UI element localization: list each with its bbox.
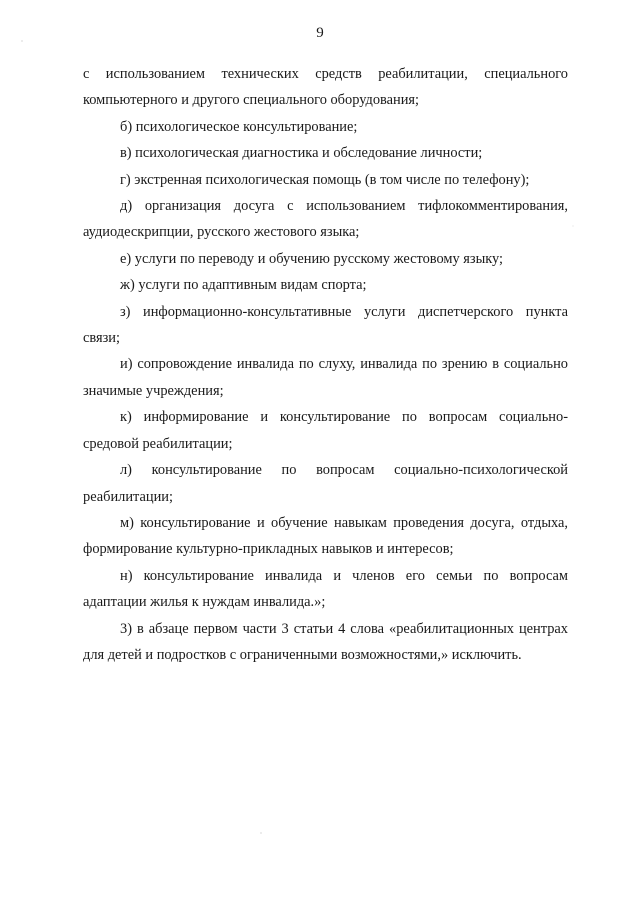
list-item-n: н) консультирование инвалида и членов его семьи по вопросам адаптации жилья к нуждам инвалида.»; bbox=[83, 567, 568, 611]
document-body bbox=[83, 61, 568, 668]
list-item-i: и) сопровождение инвалида по слуху, инвалида по зрению в социально значимые учреждения; bbox=[83, 356, 568, 399]
list-item-z: з) информационно-консультативные услуги диспетчерского пункта связи; bbox=[83, 303, 568, 347]
list-item-g: г) экстренная психологическая помощь (в том числе по телефону); bbox=[120, 171, 530, 188]
list-item-b: б) психологическое консультирование; bbox=[120, 118, 358, 135]
list-item-d: д) организация досуга с использованием тифлокомментирования, аудиодескрипции, русского жестового языка; bbox=[83, 198, 568, 241]
page-number: 9 bbox=[316, 25, 324, 41]
amendment-item-3: 3) в абзаце первом части 3 статьи 4 слова «реабилитационных центрах для детей и подростков с ограниченными возможностями,» исключить. bbox=[83, 620, 568, 663]
list-item-v: в) психологическая диагностика и обследование личности; bbox=[120, 145, 483, 162]
list-item-e: е) услуги по переводу и обучению русскому жестовому языку; bbox=[120, 250, 504, 267]
scan-speck bbox=[573, 226, 574, 227]
paragraph-continuation: с использованием технических средств реабилитации, специального компьютерного и другого специального оборудования; bbox=[83, 66, 568, 109]
scan-speck bbox=[260, 832, 261, 833]
list-item-m: м) консультирование и обучение навыкам проведения досуга, отдыха, формирование культурно-прикладных навыков и интересов; bbox=[83, 514, 568, 558]
list-item-l: л) консультирование по вопросам социально-психологической реабилитации; bbox=[83, 462, 568, 505]
list-item-k: к) информирование и консультирование по вопросам социально-средовой реабилитации; bbox=[83, 409, 568, 452]
list-item-zh: ж) услуги по адаптивным видам спорта; bbox=[120, 277, 367, 294]
